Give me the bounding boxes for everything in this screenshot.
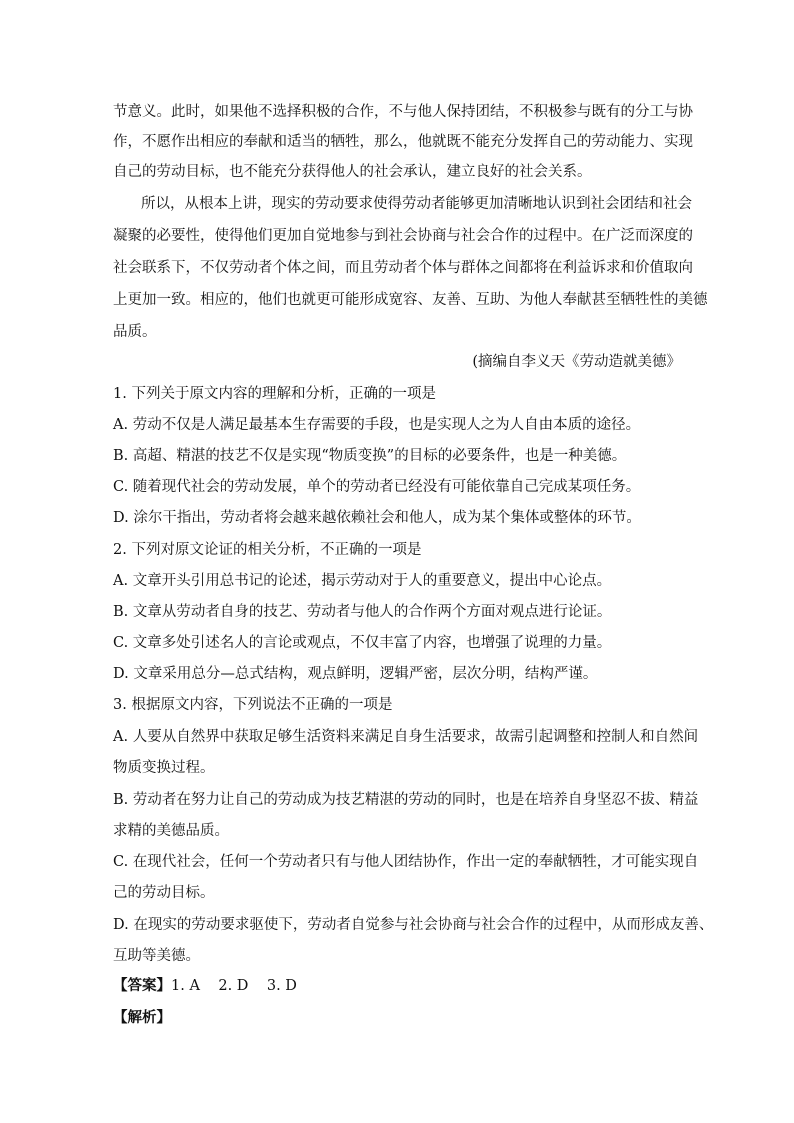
option-c-cont: 己的劳动目标。 — [113, 885, 215, 901]
option-c: C. 随着现代社会的劳动发展，单个的劳动者已经没有可能依靠自己完成某项任务。 — [113, 479, 641, 495]
option-d: D. 文章采用总分—总式结构，观点鲜明，逻辑严密，层次分明，结构严谨。 — [113, 666, 598, 682]
passage-line: 上更加一致。相应的，他们也就更可能形成宽容、友善、互助、为他人奉献甚至牺牲性的美德 — [113, 292, 708, 308]
option-a: A. 劳动不仅是人满足最基本生存需要的手段，也是实现人之为人自由本质的途径。 — [113, 417, 641, 433]
passage-line: 社会联系下，不仅劳动者个体之间，而且劳动者个体与群体之间都将在利益诉求和价值取向 — [113, 260, 693, 276]
option-a: A. 文章开头引用总书记的论述，揭示劳动对于人的重要意义，提出中心论点。 — [113, 573, 612, 589]
source-citation: (摘编自李义天《劳动造就美德》 — [472, 354, 681, 370]
answer-label: 【答案】 — [113, 977, 171, 994]
option-b: B. 劳动者在努力让自己的劳动成为技艺精湛的劳动的同时，也是在培养自身坚忍不拔、精益 — [113, 792, 699, 808]
answer-text: 1. A 2. D 3. D — [171, 978, 297, 994]
passage-line: 所以，从根本上讲，现实的劳动要求使得劳动者能够更加清晰地认识到社会团结和社会 — [141, 196, 692, 212]
option-b: B. 高超、精湛的技艺不仅是实现“物质变换”的目标的必要条件，也是一种美德。 — [113, 448, 627, 464]
option-a: A. 人要从自然界中获取足够生活资料来满足自身生活要求，故需引起调整和控制人和自然间 — [113, 729, 699, 745]
option-d: D. 在现实的劳动要求驱使下，劳动者自觉参与社会协商与社会合作的过程中，从而形成友善、 — [113, 917, 714, 933]
question-stem: 3. 根据原文内容，下列说法不正确的一项是 — [113, 697, 393, 713]
answer-line — [113, 976, 297, 996]
option-d: D. 涂尔干指出，劳动者将会越来越依赖社会和他人，成为某个集体或整体的环节。 — [113, 510, 641, 526]
option-b: B. 文章从劳动者自身的技艺、劳动者与他人的合作两个方面对观点进行论证。 — [113, 604, 612, 620]
passage-line: 节意义。此时，如果他不选择积极的合作，不与他人保持团结，不积极参与既有的分工与协 — [113, 104, 693, 120]
option-d-cont: 互助等美德。 — [113, 948, 200, 964]
option-c: C. 在现代社会，任何一个劳动者只有与他人团结协作，作出一定的奉献牺牲，才可能实现自 — [113, 854, 699, 870]
passage-line: 作，不愿作出相应的奉献和适当的牺牲，那么，他就既不能充分发挥自己的劳动能力、实现 — [113, 134, 693, 150]
passage-line: 凝聚的必要性，使得他们更加自觉地参与到社会协商与社会合作的过程中。在广泛而深度的 — [113, 228, 693, 244]
option-c: C. 文章多处引述名人的言论或观点，不仅丰富了内容，也增强了说理的力量。 — [113, 635, 612, 651]
passage-line: 自己的劳动目标，也不能充分获得他人的社会承认，建立良好的社会关系。 — [113, 164, 592, 180]
question-stem: 1. 下列关于原文内容的理解和分析，正确的一项是 — [113, 386, 436, 402]
option-a-cont: 物质变换过程。 — [113, 760, 215, 776]
option-b-cont: 求精的美德品质。 — [113, 823, 229, 839]
passage-line: 品质。 — [113, 324, 157, 340]
question-stem: 2. 下列对原文论证的相关分析，不正确的一项是 — [113, 542, 422, 558]
analysis-label: 【解析】 — [113, 1009, 171, 1026]
